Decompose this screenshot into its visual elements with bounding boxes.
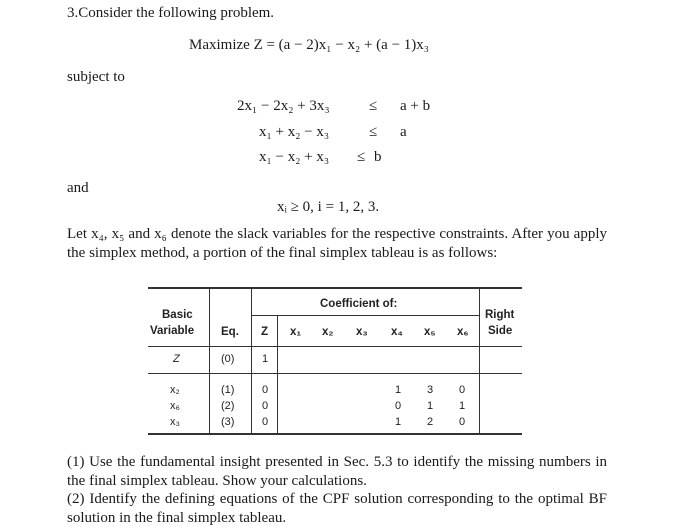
- header-coefficient-of: Coefficient of:: [320, 298, 398, 310]
- constraint-3-rhs: b: [374, 149, 382, 165]
- and-label: and: [67, 180, 89, 196]
- table-row-2-x6: 1: [459, 400, 466, 412]
- table-row-1-eq: (1): [221, 384, 235, 396]
- objective-function: Maximize Z = (a − 2)x₁ − x₂ + (a − 1)x₃: [189, 37, 430, 53]
- table-row-2-basic: x₆: [170, 400, 180, 412]
- constraint-1-lhs: 2x₁ − 2x₂ + 3x₃: [237, 98, 330, 114]
- header-x4: x₄: [391, 326, 403, 338]
- table-row-3-basic: x₃: [170, 416, 180, 428]
- table-row-2-z: 0: [262, 400, 269, 412]
- constraint-2-rhs: a: [400, 124, 407, 140]
- table-row-2-x4: 0: [395, 400, 402, 412]
- header-variable: Variable: [150, 325, 195, 337]
- header-basic: Basic: [162, 309, 193, 321]
- table-row-3-x6: 0: [459, 416, 466, 428]
- table-row-3-x4: 1: [395, 416, 402, 428]
- table-row-1-x4: 1: [395, 384, 402, 396]
- problem-title: 3.Consider the following problem.: [67, 5, 275, 21]
- constraint-3-rel: ≤: [357, 149, 366, 165]
- header-side: Side: [488, 325, 513, 337]
- header-x1: x₁: [290, 326, 302, 338]
- constraint-1-rel: ≤: [369, 98, 378, 114]
- question-1: (1) Use the fundamental insight presented in Sec. 5.3 to identify the missing numbers in the final simplex tableau. Show your calculations.: [67, 454, 607, 489]
- header-x2: x₂: [322, 326, 334, 338]
- table-row-0-eq: (0): [221, 353, 235, 365]
- table-row-3-eq: (3): [221, 416, 235, 428]
- question-2: (2) Identify the defining equations of the CPF solution corresponding to the optimal BF solution in the final simplex tableau.: [67, 491, 607, 526]
- table-row-2-eq: (2): [221, 400, 235, 412]
- header-right: Right: [485, 309, 515, 321]
- constraint-1-rhs: a + b: [400, 98, 431, 114]
- table-row-3-z: 0: [262, 416, 269, 428]
- header-x3: x₃: [356, 326, 368, 338]
- table-row-3-x5: 2: [427, 416, 434, 428]
- header-x6: x₆: [457, 326, 469, 338]
- table-row-0-basic: Z: [173, 353, 180, 365]
- nonnegativity-constraint: xᵢ ≥ 0, i = 1, 2, 3.: [277, 199, 380, 215]
- table-row-1-x6: 0: [459, 384, 466, 396]
- constraint-3-lhs: x₁ − x₂ + x₃: [259, 149, 330, 165]
- table-row-2-x5: 1: [427, 400, 434, 412]
- subject-to-label: subject to: [67, 69, 125, 85]
- header-x5: x₅: [424, 326, 436, 338]
- table-row-1-x5: 3: [427, 384, 434, 396]
- table-row-1-z: 0: [262, 384, 269, 396]
- header-z: Z: [261, 326, 269, 338]
- constraint-2-rel: ≤: [369, 124, 378, 140]
- table-row-0-z: 1: [262, 353, 269, 365]
- table-row-1-basic: x₂: [170, 384, 180, 396]
- constraint-2-lhs: x₁ + x₂ − x₃: [259, 124, 330, 140]
- header-eq: Eq.: [221, 326, 239, 338]
- description-paragraph: Let x₄, x₅ and x₆ denote the slack variables for the respective constraints. After you apply the simplex method, a portion of the final simplex tableau is as follows:: [67, 226, 607, 261]
